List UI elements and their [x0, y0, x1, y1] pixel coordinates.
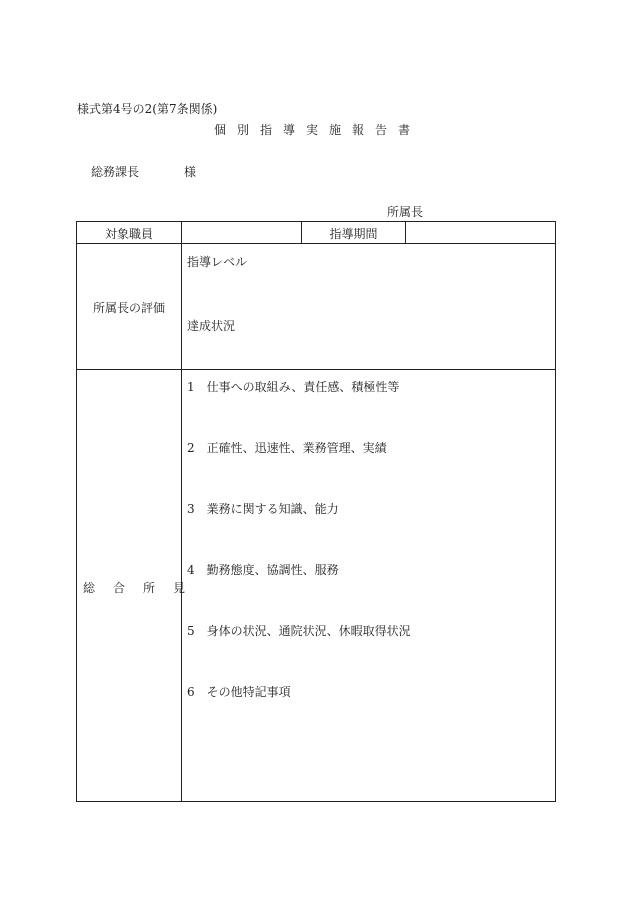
addressee-name: 総務課長	[91, 165, 140, 179]
column-divider	[405, 222, 406, 243]
comment-item: 4 勤務態度、協調性、服務	[187, 563, 339, 577]
achievement-status-label: 達成状況	[187, 319, 236, 333]
addressee-honorific: 様	[184, 165, 197, 179]
comment-item: 2 正確性、迅速性、業務管理、実績	[187, 441, 387, 455]
comment-item: 6 その他特記事項	[187, 685, 291, 699]
guidance-level-label: 指導レベル	[187, 255, 248, 269]
comment-item: 1 仕事への取組み、責任感、積極性等	[187, 380, 400, 394]
overall-comments-label: 総合所見	[83, 581, 204, 595]
document-title: 個別指導実施報告書	[214, 123, 422, 137]
comment-item: 3 業務に関する知識、能力	[187, 502, 339, 516]
row-divider	[77, 243, 555, 244]
target-employee-label: 対象職員	[104, 227, 153, 241]
column-divider	[181, 222, 182, 801]
guidance-period-label: 指導期間	[329, 227, 378, 241]
form-number: 様式第4号の2(第7条関係)	[77, 102, 218, 116]
report-form-table	[76, 221, 556, 802]
row-divider	[77, 369, 555, 370]
comment-item: 5 身体の状況、通院状況、休暇取得状況	[187, 624, 411, 638]
from-label: 所属長	[387, 205, 424, 219]
evaluation-label: 所属長の評価	[92, 301, 165, 315]
